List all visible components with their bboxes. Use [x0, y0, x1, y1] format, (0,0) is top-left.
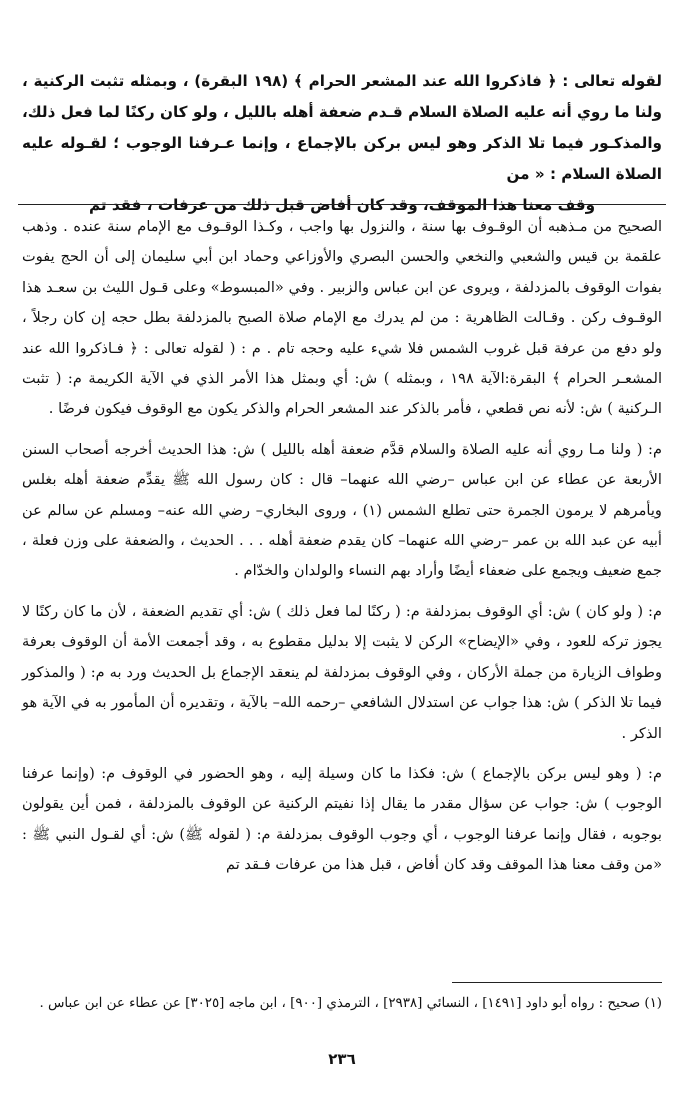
matn-paragraph: لقوله تعالى : ﴿ فاذكروا الله عند المشعر الحرام ﴾ (١٩٨ البقرة) ، وبمثله تثبت الركنية ، ولنا ما روي أنه عليه الصلاة السلام قـدم ضعفة أهله بالليل ، ولو كان ركنًا لما فعل ذلك، والمذكـور فيما تلا الذكر وهو ليس بركن بالإجماع ، وإنما عـرفنا الوجوب ؛ لقـوله عليه الصلاة السلام : « من	[22, 72, 662, 183]
page-number: ٢٣٦	[328, 1050, 356, 1068]
commentary-text	[22, 212, 662, 891]
commentary-paragraph-1: الصحيح من مـذهبه أن الوقـوف بها سنة ، والنزول بها واجب ، وكـذا الوقـوف مع الإمام سنة عنده . وذهب علقمة بن قيس والشعبي والنخعي والحسن البصري والأوزاعي وحماد ابن أبي سليمان إلى أن الحج يفوت بفوات الوقوف بالمزدلفة ، ويروى عن ابن عباس والزبير . وفي «المبسوط» وعلى قـول الليث بن سعـد هذا الوقـوف ركن . وقـالت الظاهرية : من لم يدرك مع الإمام صلاة الصبح بالمزدلفة بطل حجه إن كان رجلاً ، ولو دفع من عرفة قبل غروب الشمس فلا شيء عليه وحجه تام . م : ( لقوله تعالى : ﴿ فـاذكروا الله عند المشعـر الحرام ﴾ البقرة:الآية ١٩٨ ، وبمثله ) ش: أي وبمثل هذا الأمر الذي في الآية الكريمة م: ( تثبت الـركنية ) ش: لأنه نص قطعي ، فأمر بالذكر عند المشعر الحرام والذكر يكون مع الوقوف فيكون فرضًا .	[22, 218, 662, 418]
separator-line	[18, 204, 666, 205]
matn-text	[22, 66, 662, 221]
commentary-paragraph-4: م: ( وهو ليس بركن بالإجماع ) ش: فكذا ما كان وسيلة إليه ، وهو الحضور في الوقوف م: (وإنما عرفنا الوجوب ) ش: جواب عن سؤال مقدر ما يقال إذا نفيتم الركنية عن الوقوف بالمزدلفة ، فمن أين يقولون بوجوبه ، فقال وإنما عرفنا الوجوب ، أي وجوب الوقوف بمزدلفة م: ( لقوله ﷺ) ش: أي لقـول النبي ﷺ : «من وقف معنا هذا الموقف وقد كان أفاض ، قبل هذا من عرفات فـقد تم	[22, 764, 662, 874]
commentary-paragraph-2: م: ( ولنا مـا روي أنه عليه الصلاة والسلام قدَّم ضعفة أهله بالليل ) ش: هذا الحديث أخرجه أصحاب السنن الأربعة عن عطاء عن ابن عباس –رضي الله عنهما– قال : كان رسول الله ﷺ يقدِّم ضعفة أهله بغلس ويأمرهم لا يرمون الجمرة حتى تطلع الشمس (١) ، وروى البخاري– رضي الله عنه– ومسلم عن سالم عن أبيه عن عبد الله بن عمر –رضي الله عنهما– كان يقدم ضعفة أهله . . . الحديث ، والضعفة على وزن فعلة ، جمع ضعيف ويجمع على ضعفاء أيضًا وأراد بهم النساء والولدان والخدّام .	[22, 440, 662, 580]
footnote-separator	[452, 982, 662, 983]
footnote	[22, 990, 662, 1017]
commentary-paragraph-3: م: ( ولو كان ) ش: أي الوقوف بمزدلفة م: ( ركنًا لما فعل ذلك ) ش: أي تقديم الضعفة ، لأن ما كان ركنًا لا يجوز تركه للعود ، وفي «الإيضاح» الركن لا يثبت إلا بدليل مقطوع به ، وقد أجمعت الأمة أن الوقوف بعرفة وطواف الزيارة من جملة الأركان ، وفي الوقوف بمزدلفة لم ينعقد الإجماع بل الحديث ورد به م: ( والمذكور فيما تلا الذكر ) ش: هذا جواب عن استدلال الشافعي –رحمه الله– بالآية ، وتقديره أن المأمور به في الآية هو الذكر .	[22, 602, 662, 742]
footnote-text: (١) صحيح : رواه أبو داود [١٤٩١] ، النسائي [٢٩٣٨] ، الترمذي [٩٠٠] ، ابن ماجه [٣٠٢٥] عن عطاء عن ابن عباس .	[39, 996, 662, 1011]
matn-last-line: وقف معنا هذا الموقف، وقد كان أفاض قبل ذلك من عرفات ، فقد تم	[88, 196, 596, 214]
